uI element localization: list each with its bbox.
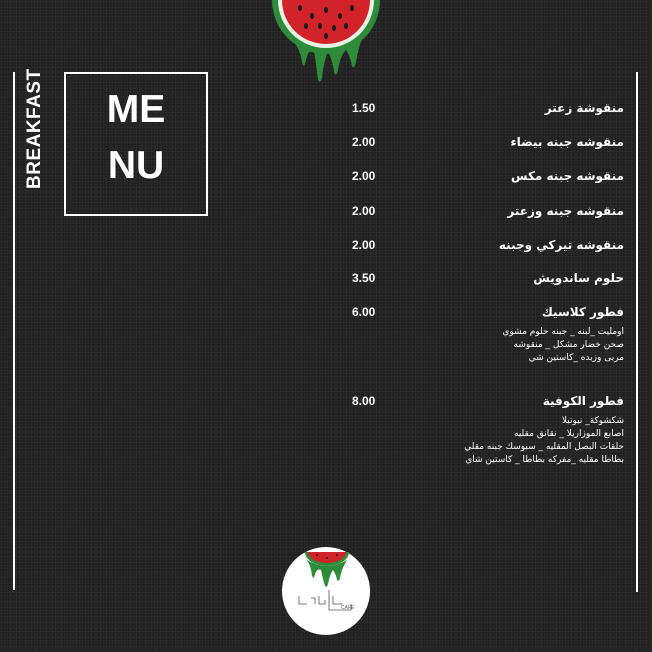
menu-item-price: 2.00 xyxy=(352,238,376,252)
description-line: بطاطا مقليه _مفركه بطاطا _ كاستين شاي xyxy=(465,455,624,465)
menu-item-name: حلوم ساندويش xyxy=(533,271,624,285)
description-line: صحن خضار مشكل _ منقوشه xyxy=(513,340,624,350)
menu-item-price: 2.00 xyxy=(352,135,376,149)
description-line: مربى وزبده _كاستين شي xyxy=(528,353,624,363)
menu-item-name: منقوشة زعتر xyxy=(544,101,624,115)
menu-title-line2: NU xyxy=(107,144,165,187)
watermelon-drip-icon xyxy=(270,0,382,86)
menu-item-name: فطور كلاسيك xyxy=(541,305,624,319)
menu-item-price: 1.50 xyxy=(352,101,376,115)
description-line: اصابع الموزاريلا _ نقانق مقليه xyxy=(514,429,624,439)
left-border-line xyxy=(13,72,15,590)
menu-item-price: 2.00 xyxy=(352,204,376,218)
description-line: شكشوكة_ نيوتيلا xyxy=(561,416,624,426)
menu-item-name: منقوشه جبنه بيضاء xyxy=(510,135,624,149)
section-label-breakfast: BREAKFAST xyxy=(24,68,45,189)
menu-item-price: 8.00 xyxy=(352,394,376,408)
menu-title-line1: ME xyxy=(106,88,166,131)
menu-item-description xyxy=(324,415,624,467)
right-border-line xyxy=(636,72,638,592)
menu-title-box xyxy=(64,72,208,216)
description-line: حلقات البصل المقليه _ سبوسك جبنه مقلي xyxy=(464,442,624,452)
menu-item-name: منقوشه جبنه وزعتر xyxy=(507,204,624,218)
menu-item-price: 3.50 xyxy=(352,271,376,285)
cafe-logo xyxy=(281,546,371,636)
logo-cafe-text: CAFE xyxy=(341,605,355,611)
description-line: اومليت _لبنه _ جبنه حلوم مشوي xyxy=(502,327,624,337)
menu-item-name: منقوشه جبنه مكس xyxy=(510,169,624,183)
menu-item-price: 6.00 xyxy=(352,305,376,319)
menu-item-price: 2.00 xyxy=(352,169,376,183)
menu-item-description xyxy=(324,326,624,365)
menu-item-name: منقوشه تيركي وجبنه xyxy=(498,238,624,252)
menu-item-name: فطور الكوفية xyxy=(542,394,624,408)
